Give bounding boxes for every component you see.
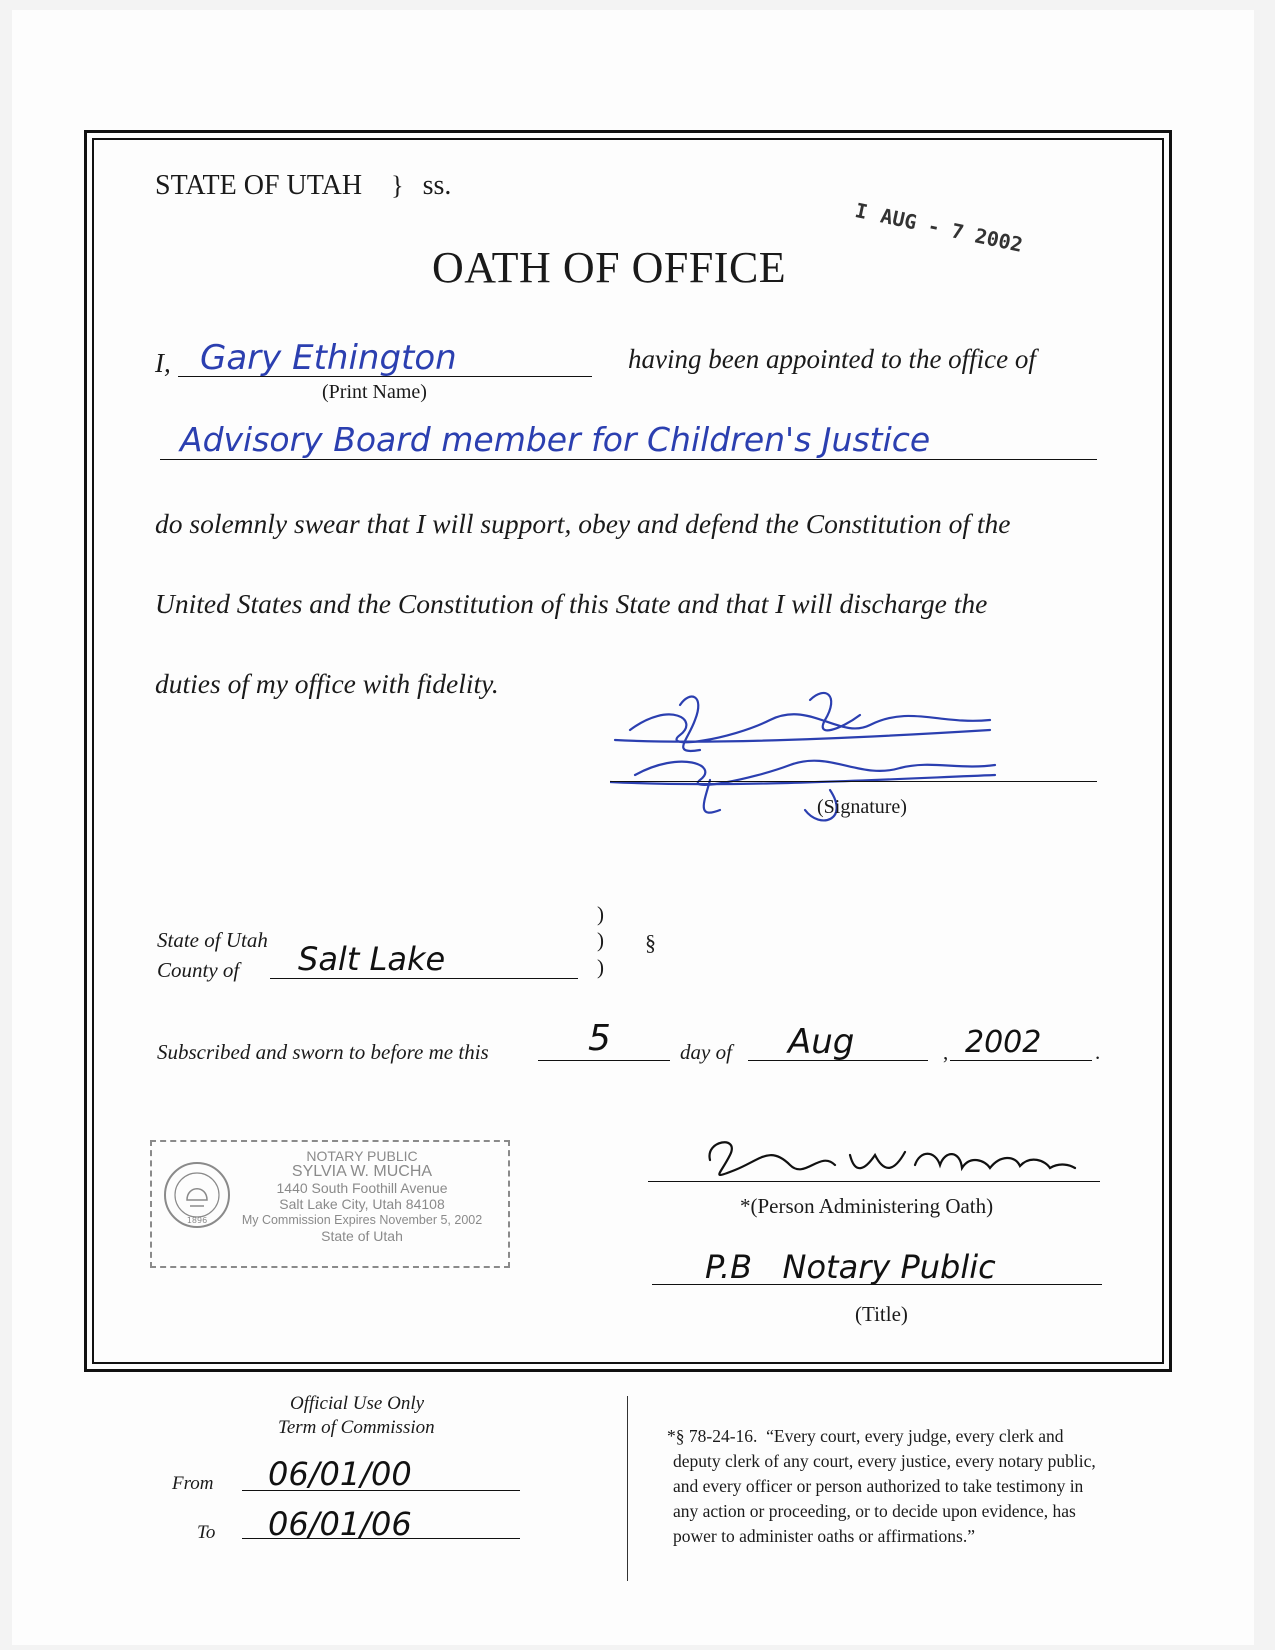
- section-symbol: §: [645, 930, 656, 955]
- ss-text: ss.: [422, 170, 452, 201]
- oath-line-3: duties of my office with fidelity.: [155, 668, 499, 699]
- title-label: (Title): [855, 1302, 908, 1326]
- county-line: [270, 978, 578, 979]
- oath-signature-graphic: [610, 680, 1010, 840]
- footnote-line-1: *§ 78-24-16. “Every court, every judge, every clerk and: [667, 1426, 1064, 1446]
- from-value: 06/01/00: [268, 1455, 412, 1493]
- print-name-label: (Print Name): [322, 381, 427, 403]
- oath-line-1: do solemnly swear that I will support, obey and defend the Constitution of the: [155, 508, 1011, 539]
- appointed-text: having been appointed to the office of: [628, 344, 1036, 374]
- notary-stamp: [150, 1140, 510, 1268]
- name-handwritten: Gary Ethington: [200, 338, 457, 378]
- day-of-text: day of: [680, 1040, 732, 1064]
- footnote-line-4: any action or proceeding, or to decide upon evidence, has: [673, 1501, 1076, 1521]
- administering-label: *(Person Administering Oath): [740, 1194, 994, 1218]
- venue-paren-3: ): [597, 955, 604, 979]
- oath-line-2: United States and the Constitution of this State and that I will discharge the: [155, 588, 988, 619]
- signature-label: (Signature): [817, 796, 907, 818]
- state-line: STATE OF UTAH: [155, 170, 363, 201]
- year-value: 2002: [965, 1025, 1042, 1060]
- footer-divider: [627, 1396, 628, 1581]
- to-label: To: [197, 1522, 216, 1543]
- venue-paren-2: ): [597, 928, 604, 952]
- signature-line: [610, 781, 1097, 782]
- received-mark: I: [853, 198, 870, 224]
- to-value: 06/01/06: [268, 1505, 412, 1543]
- notary-line-6: State of Utah: [321, 1228, 403, 1244]
- day-value: 5: [588, 1018, 611, 1059]
- oath-prefix: I,: [155, 348, 171, 378]
- footnote-line-2: deputy clerk of any court, every justice, every notary public,: [673, 1451, 1096, 1471]
- day-line: [538, 1060, 670, 1061]
- state-heading: [155, 170, 451, 202]
- notary-line-2: SYLVIA W. MUCHA: [291, 1163, 433, 1180]
- title-line: [652, 1284, 1102, 1285]
- county-handwritten: Salt Lake: [298, 940, 446, 978]
- month-value: Aug: [788, 1022, 855, 1062]
- received-date: AUG - 7 2002: [878, 203, 1025, 257]
- notary-stamp-text: [220, 1148, 504, 1244]
- venue-paren-1: ): [597, 902, 604, 926]
- year-line: [950, 1060, 1092, 1061]
- year-period: .: [1095, 1040, 1101, 1064]
- office-line: [160, 459, 1097, 460]
- venue-state-label: State of Utah: [157, 928, 268, 952]
- administering-signature-line: [648, 1181, 1100, 1182]
- office-handwritten: Advisory Board member for Children's Justice: [180, 420, 931, 459]
- venue-county-label: County of: [157, 958, 240, 982]
- title-handwritten: P.B Notary Public: [705, 1248, 996, 1286]
- subscribed-text: Subscribed and sworn to before me this: [157, 1040, 489, 1064]
- notary-line-4: Salt Lake City, Utah 84108: [279, 1196, 445, 1212]
- brace: }: [391, 171, 404, 200]
- year-comma: ,: [943, 1040, 949, 1064]
- from-label: From: [172, 1473, 214, 1494]
- seal-year: 1896: [186, 1216, 208, 1225]
- footnote-line-5: power to administer oaths or affirmations.”: [673, 1526, 975, 1546]
- footnote: [667, 1424, 1096, 1549]
- official-heading-1: Official Use Only: [290, 1393, 425, 1414]
- notary-line-1: NOTARY PUBLIC: [306, 1148, 418, 1164]
- notary-line-5: My Commission Expires November 5, 2002: [241, 1213, 483, 1227]
- official-heading-2: Term of Commission: [278, 1417, 435, 1438]
- footnote-line-3: and every officer or person authorized to take testimony in: [673, 1476, 1084, 1496]
- notary-line-3: 1440 South Foothill Avenue: [276, 1180, 448, 1196]
- page-title: OATH OF OFFICE: [432, 243, 787, 292]
